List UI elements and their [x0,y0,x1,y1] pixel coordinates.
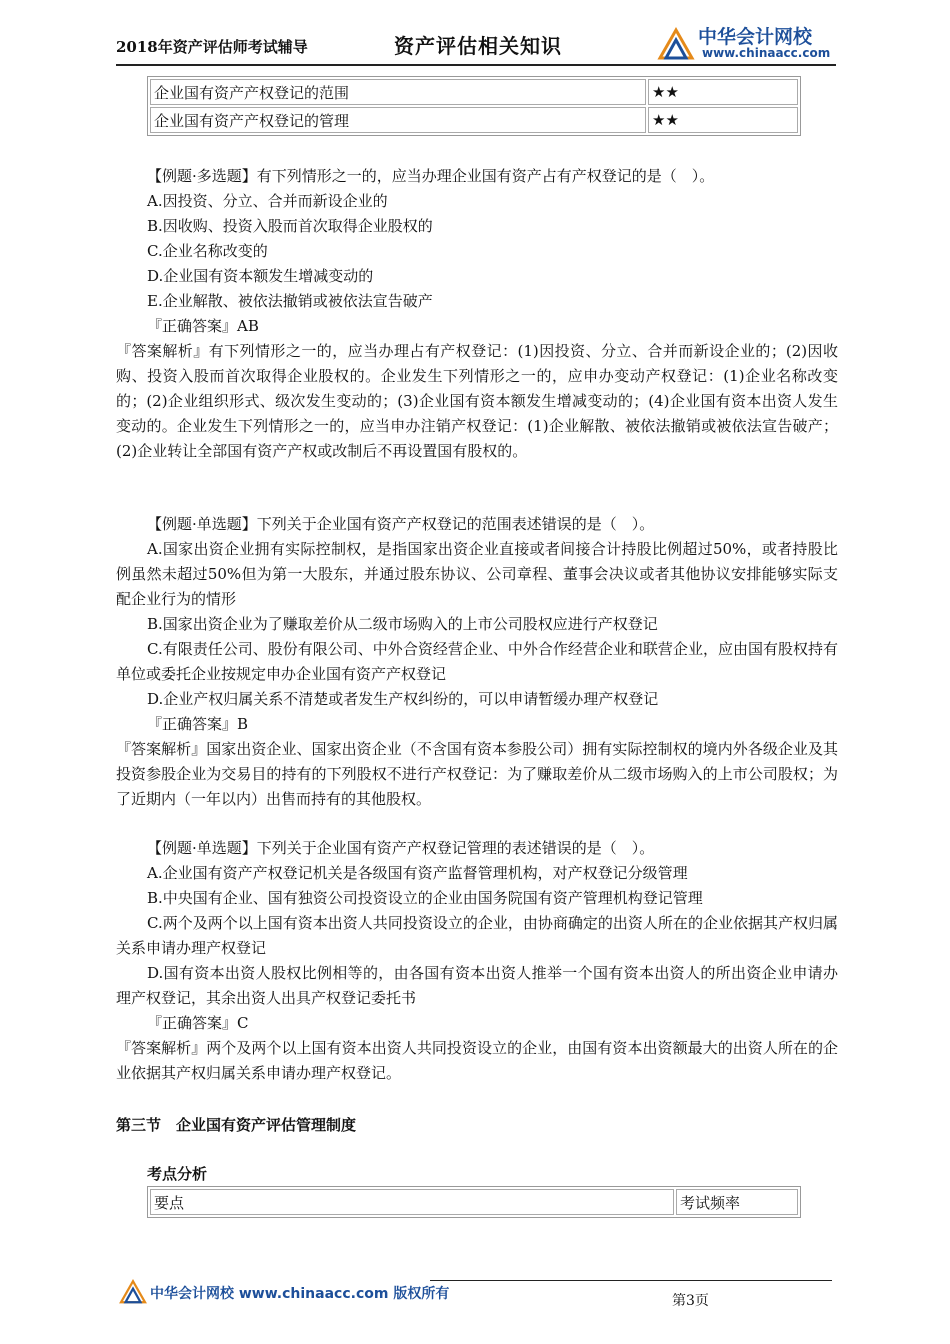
q2-option-d: D.企业产权归属关系不清楚或者发生产权纠纷的，可以申请暂缓办理产权登记 [147,690,659,708]
table-header-frequency: 考试频率 [676,1189,798,1215]
q1-option-d: D.企业国有资本额发生增减变动的 [147,267,374,285]
q1-analysis: 『答案解析』有下列情形之一的，应当办理占有产权登记：(1)因投资、分立、合并而新设企业的；(2)因收购、投资入股而首次取得企业股权的。企业发生下列情形之一的，应申办变动产权登记：(1)企业名称改变的；(2)企业组织形式、级次发生变动的；(3)企业国有资本额发生增减变动的；(4)企业国有资本出资人发生变动的。企业发生下列情形之一的，应当申办注销产权登记：(1)企业解散、被依法撤销或被依法宣告破产；(2)企业转让全部国有资产产权或改制后不再设置国有股权的。 [116,342,838,460]
page-header [116,22,836,62]
q3-analysis: 『答案解析』两个及两个以上国有资本出资人共同投资设立的企业，由国有资本出资额最大的出资人所在的企业依据其产权归属关系申请办理产权登记。 [116,1039,838,1082]
footer-divider [430,1280,832,1281]
q1-option-a: A.因投资、分立、合并而新设企业的 [147,192,388,210]
logo-triangle-icon [656,26,696,60]
table-cell-point: 企业国有资产产权登记的管理 [150,107,646,133]
q1-option-c: C.企业名称改变的 [147,242,268,260]
exam-points-table [147,76,801,136]
q3-option-a: A.企业国有资产产权登记机关是各级国有资产监督管理机构，对产权登记分级管理 [147,864,688,882]
q2-option-a: A.国家出资企业拥有实际控制权，是指国家出资企业直接或者间接合计持股比例超过50%，或者持股比例虽然未超过50%但为第一大股东，并通过股东协议、公司章程、董事会决议或者其他协议安排能够实际支配企业行为的情形 [116,540,838,608]
header-logo [656,22,836,62]
header-subject: 资产评估相关知识 [394,34,562,58]
section3-points-table [147,1186,801,1218]
logo-url: www.chinaacc.com [702,46,831,60]
q1-option-e: E.企业解散、被依法撤销或被依法宣告破产 [147,292,433,310]
section-title: 第三节 企业国有资产评估管理制度 [116,1116,357,1134]
section-subtitle: 考点分析 [147,1165,208,1183]
q2-analysis: 『答案解析』国家出资企业、国家出资企业（不含国有资本参股公司）拥有实际控制权的境内外各级企业及其投资参股企业为交易目的持有的下列股权不进行产权登记：为了赚取差价从二级市场购入的上市公司股权；为了近期内（一年以内）出售而持有的其他股权。 [116,740,838,808]
header-course: 2018年资产评估师考试辅导 [116,38,308,56]
q3-option-c: C.两个及两个以上国有资本出资人共同投资设立的企业，由协商确定的出资人所在的企业依据其产权归属关系申请办理产权登记 [116,914,838,957]
q1-option-b: B.因收购、投资入股而首次取得企业股权的 [147,217,433,235]
q3-option-d: D.国有资本出资人股权比例相等的，由各国有资本出资人推举一个国有资本出资人的所出资企业申请办理产权登记，其余出资人出具产权登记委托书 [116,964,838,1007]
q2-option-c: C.有限责任公司、股份有限公司、中外合资经营企业、中外合作经营企业和联营企业，应由国有股权持有单位或委托企业按规定申办企业国有资产产权登记 [116,640,838,683]
footer-logo-icon [118,1278,148,1304]
footer-copyright: 中华会计网校 www.chinaacc.com 版权所有 [150,1286,450,1302]
q2-stem: 【例题·单选题】下列关于企业国有资产产权登记的范围表述错误的是（ ）。 [147,515,655,533]
logo-name: 中华会计网校 [698,26,813,48]
page-number: 第3页 [672,1293,709,1309]
q3-answer: 『正确答案』C [147,1014,249,1032]
q1-stem: 【例题·多选题】有下列情形之一的，应当办理企业国有资产占有产权登记的是（ ）。 [147,167,715,185]
q3-stem: 【例题·单选题】下列关于企业国有资产产权登记管理的表述错误的是（ ）。 [147,839,655,857]
table-header-row [150,1189,798,1215]
q2-option-b: B.国家出资企业为了赚取差价从二级市场购入的上市公司股权应进行产权登记 [147,615,658,633]
table-cell-point: 企业国有资产产权登记的范围 [150,79,646,105]
table-cell-frequency: ★★ [648,79,798,105]
q3-option-b: B.中央国有企业、国有独资公司投资设立的企业由国务院国有资产管理机构登记管理 [147,889,703,907]
table-row [150,107,798,133]
header-divider [116,64,836,66]
q2-answer: 『正确答案』B [147,715,249,733]
table-row [150,79,798,105]
q1-answer: 『正确答案』AB [147,317,259,335]
table-cell-frequency: ★★ [648,107,798,133]
table-header-point: 要点 [150,1189,674,1215]
